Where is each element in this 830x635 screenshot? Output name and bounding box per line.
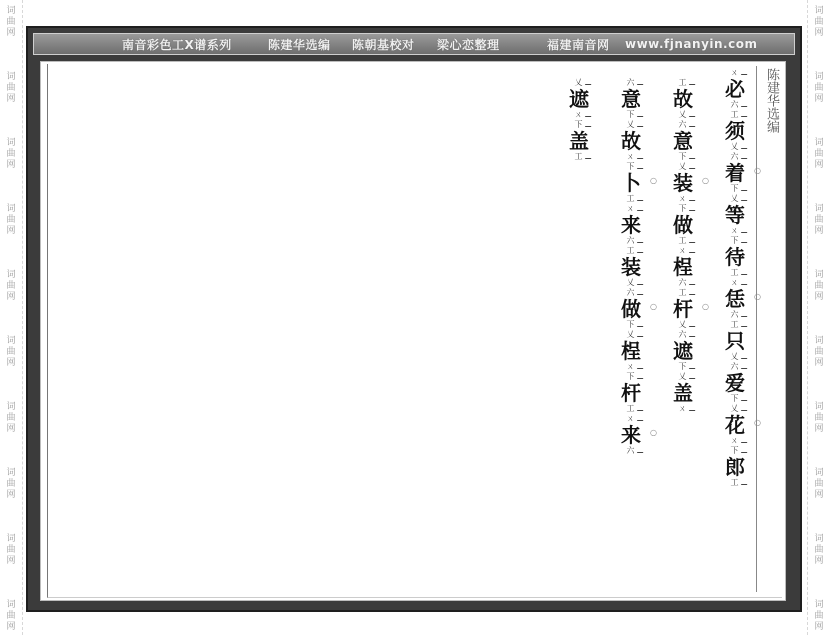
header-compiler: 陈建华选编 xyxy=(268,37,331,52)
lyric-syllable xyxy=(607,246,655,288)
lyric-char: 着 xyxy=(725,161,745,185)
watermark-char: 网 xyxy=(6,490,16,500)
watermark-char: 网 xyxy=(6,556,16,566)
notation-mark: 六 xyxy=(616,236,646,246)
beat-circle-icon: ○ xyxy=(650,428,657,437)
lyric-syllable xyxy=(711,194,759,236)
watermark-group xyxy=(814,138,823,171)
watermark-char: 曲 xyxy=(6,17,16,27)
notation-mark: 乂 xyxy=(668,320,698,330)
lyric-syllable xyxy=(711,278,759,320)
header-proofreader: 陈朝基校对 xyxy=(352,37,415,52)
header-site: 福建南音网 xyxy=(547,37,610,52)
watermark-char: 词 xyxy=(6,204,16,214)
watermark-group xyxy=(6,402,15,435)
watermark-group xyxy=(814,600,823,633)
lyric-syllable xyxy=(607,330,655,372)
score-column-2 xyxy=(659,78,707,414)
watermark-group xyxy=(814,6,823,39)
lyric-char: 盖 xyxy=(673,381,693,405)
lyric-syllable xyxy=(659,120,707,162)
lyric-syllable xyxy=(659,288,707,330)
watermark-char: 网 xyxy=(814,292,824,302)
lyric-char: 杆 xyxy=(673,297,693,321)
watermark-char: 曲 xyxy=(6,611,16,621)
watermark-group xyxy=(6,72,15,105)
watermark-char: 网 xyxy=(6,28,16,38)
lyric-syllable xyxy=(659,372,707,414)
watermark-group xyxy=(814,468,823,501)
notation-mark: 下 xyxy=(616,110,646,120)
watermark-char: 词 xyxy=(814,6,824,16)
lyric-char: 郎 xyxy=(725,455,745,479)
lyric-char: 做 xyxy=(621,297,641,321)
watermark-char: 曲 xyxy=(814,611,824,621)
lyric-syllable xyxy=(607,120,655,162)
right-watermark-strip xyxy=(807,0,830,635)
watermark-char: 词 xyxy=(814,204,824,214)
watermark-char: 网 xyxy=(814,556,824,566)
score-column-4 xyxy=(555,78,603,162)
score-frame xyxy=(26,26,802,612)
watermark-group xyxy=(6,6,15,39)
lyric-syllable xyxy=(659,204,707,246)
notation-mark: 乂 xyxy=(616,278,646,288)
notation-mark: 六 xyxy=(616,288,646,298)
watermark-char: 词 xyxy=(6,336,16,346)
lyric-syllable xyxy=(711,152,759,194)
notation-mark: ㄨ xyxy=(720,278,750,288)
watermark-char: 词 xyxy=(6,270,16,280)
lyric-char: 来 xyxy=(621,213,641,237)
notation-mark: 下 xyxy=(720,446,750,456)
beat-circle-icon: ○ xyxy=(702,176,709,185)
watermark-char: 网 xyxy=(814,28,824,38)
watermark-group xyxy=(6,270,15,303)
notation-mark: 工 xyxy=(720,320,750,330)
notation-mark: ㄨ xyxy=(616,414,646,424)
notation-mark: 工 xyxy=(616,404,646,414)
notation-mark: 六 xyxy=(668,278,698,288)
lyric-syllable xyxy=(659,162,707,204)
lyric-char: 故 xyxy=(673,87,693,111)
notation-mark: 乂 xyxy=(720,404,750,414)
watermark-char: 曲 xyxy=(814,281,824,291)
watermark-char: 词 xyxy=(814,600,824,610)
watermark-char: 曲 xyxy=(6,215,16,225)
notation-mark: 六 xyxy=(720,100,750,110)
watermark-char: 词 xyxy=(814,534,824,544)
lyric-char: 必 xyxy=(725,77,745,101)
watermark-char: 网 xyxy=(6,358,16,368)
notation-mark: 乂 xyxy=(720,194,750,204)
lyric-char: 来 xyxy=(621,423,641,447)
watermark-char: 网 xyxy=(814,358,824,368)
score-paper xyxy=(40,61,786,601)
watermark-char: 词 xyxy=(6,402,16,412)
lyric-char: 桯 xyxy=(673,255,693,279)
notation-mark: ㄨ xyxy=(720,68,750,78)
watermark-group xyxy=(814,270,823,303)
lyric-syllable xyxy=(555,78,603,120)
watermark-char: 网 xyxy=(814,424,824,434)
lyric-syllable xyxy=(555,120,603,162)
watermark-char: 网 xyxy=(6,292,16,302)
watermark-char: 词 xyxy=(814,270,824,280)
watermark-group xyxy=(6,600,15,633)
beat-circle-icon: ○ xyxy=(650,176,657,185)
lyric-syllable xyxy=(711,404,759,446)
watermark-char: 网 xyxy=(814,490,824,500)
lyric-syllable xyxy=(711,110,759,152)
lyric-char: 恁 xyxy=(725,287,745,311)
watermark-char: 词 xyxy=(6,138,16,148)
watermark-char: 曲 xyxy=(6,281,16,291)
notation-mark: 工 xyxy=(668,78,698,88)
lyric-syllable xyxy=(607,78,655,120)
watermark-group xyxy=(6,204,15,237)
watermark-group xyxy=(814,336,823,369)
notation-mark: ㄨ xyxy=(564,110,594,120)
notation-mark: 工 xyxy=(616,194,646,204)
notation-mark: 工 xyxy=(720,110,750,120)
notation-mark: ㄨ xyxy=(616,152,646,162)
notation-mark: ㄨ xyxy=(616,362,646,372)
notation-mark: 工 xyxy=(668,236,698,246)
lyric-char: 爱 xyxy=(725,371,745,395)
lyric-syllable xyxy=(711,446,759,488)
score-column-3 xyxy=(607,78,655,456)
lyric-syllable xyxy=(659,246,707,288)
notation-mark: 乂 xyxy=(616,330,646,340)
notation-mark: 工 xyxy=(668,288,698,298)
lyric-syllable xyxy=(711,236,759,278)
lyric-syllable xyxy=(659,330,707,372)
watermark-group xyxy=(814,534,823,567)
watermark-char: 曲 xyxy=(814,413,824,423)
lyric-syllable xyxy=(711,362,759,404)
watermark-char: 曲 xyxy=(6,347,16,357)
notation-mark: ㄨ xyxy=(616,204,646,214)
watermark-group xyxy=(6,138,15,171)
watermark-group xyxy=(6,534,15,567)
beat-circle-icon: ○ xyxy=(702,302,709,311)
beat-circle-icon: ○ xyxy=(754,166,761,175)
lyric-syllable xyxy=(607,162,655,204)
watermark-char: 曲 xyxy=(814,17,824,27)
notation-mark: 乂 xyxy=(564,78,594,88)
watermark-group xyxy=(814,72,823,105)
watermark-char: 网 xyxy=(814,226,824,236)
watermark-char: 曲 xyxy=(6,149,16,159)
watermark-char: 曲 xyxy=(6,413,16,423)
watermark-char: 曲 xyxy=(814,545,824,555)
watermark-char: 网 xyxy=(6,226,16,236)
lyric-char: 只 xyxy=(725,329,745,353)
watermark-group xyxy=(6,468,15,501)
notation-mark: 工 xyxy=(616,246,646,256)
watermark-char: 曲 xyxy=(814,83,824,93)
header-url[interactable]: www.fjnanyin.com xyxy=(625,37,758,51)
watermark-char: 曲 xyxy=(814,149,824,159)
editor-box xyxy=(756,66,783,592)
score-column-1 xyxy=(711,68,759,488)
beat-circle-icon: ○ xyxy=(754,418,761,427)
notation-mark: 下 xyxy=(616,320,646,330)
lyric-char: 盖 xyxy=(569,129,589,153)
lyric-syllable xyxy=(659,78,707,120)
notation-mark: 乂 xyxy=(720,142,750,152)
notation-mark: 下 xyxy=(668,362,698,372)
watermark-char: 网 xyxy=(6,424,16,434)
notation-mark: ㄨ xyxy=(668,404,698,414)
lyric-syllable xyxy=(711,320,759,362)
notation-mark: 六 xyxy=(720,310,750,320)
notation-mark: 六 xyxy=(720,362,750,372)
lyric-char: 装 xyxy=(621,255,641,279)
notation-mark: 下 xyxy=(616,162,646,172)
notation-mark: ㄨ xyxy=(720,226,750,236)
header-bar xyxy=(33,33,795,55)
lyric-char: 故 xyxy=(621,129,641,153)
notation-mark: 乂 xyxy=(668,372,698,382)
notation-mark: 工 xyxy=(720,268,750,278)
lyric-syllable xyxy=(607,372,655,414)
lyric-char: 意 xyxy=(621,87,641,111)
lyric-char: 做 xyxy=(673,213,693,237)
lyric-char: 意 xyxy=(673,129,693,153)
watermark-char: 词 xyxy=(814,138,824,148)
notation-mark: 乂 xyxy=(616,120,646,130)
notation-mark: 六 xyxy=(668,330,698,340)
notation-mark: 工 xyxy=(720,478,750,488)
lyric-char: 须 xyxy=(725,119,745,143)
lyric-syllable xyxy=(711,68,759,110)
watermark-char: 曲 xyxy=(6,83,16,93)
watermark-char: 词 xyxy=(6,72,16,82)
lyric-syllable xyxy=(607,414,655,456)
notation-mark: 下 xyxy=(668,152,698,162)
lyric-char: 遮 xyxy=(673,339,693,363)
watermark-char: 词 xyxy=(814,468,824,478)
notation-mark: 乂 xyxy=(668,162,698,172)
lyric-char: 桯 xyxy=(621,339,641,363)
notation-mark: 下 xyxy=(720,184,750,194)
watermark-group xyxy=(6,336,15,369)
watermark-char: 词 xyxy=(6,6,16,16)
notation-mark: 工 xyxy=(564,152,594,162)
watermark-char: 网 xyxy=(814,94,824,104)
watermark-char: 曲 xyxy=(6,479,16,489)
lyric-char: 卜 xyxy=(621,171,641,195)
notation-mark: 下 xyxy=(616,372,646,382)
lyric-char: 等 xyxy=(725,203,745,227)
notation-mark: 六 xyxy=(616,78,646,88)
watermark-char: 网 xyxy=(6,622,16,632)
lyric-syllable xyxy=(607,204,655,246)
editor-label: 陈建华选编 xyxy=(764,68,779,133)
watermark-char: 网 xyxy=(814,160,824,170)
notation-mark: 六 xyxy=(668,120,698,130)
watermark-char: 词 xyxy=(6,468,16,478)
notation-mark: 乂 xyxy=(720,352,750,362)
header-series: 南音彩色工X谱系列 xyxy=(122,37,232,52)
notation-mark: 下 xyxy=(720,236,750,246)
notation-mark: 六 xyxy=(616,446,646,456)
beat-circle-icon: ○ xyxy=(650,302,657,311)
watermark-char: 曲 xyxy=(814,479,824,489)
lyric-char: 花 xyxy=(725,413,745,437)
notation-mark: 下 xyxy=(720,394,750,404)
watermark-group xyxy=(814,402,823,435)
lyric-char: 遮 xyxy=(569,87,589,111)
lyric-char: 待 xyxy=(725,245,745,269)
lyric-char: 杆 xyxy=(621,381,641,405)
watermark-group xyxy=(814,204,823,237)
notation-mark: ㄨ xyxy=(720,436,750,446)
watermark-char: 词 xyxy=(814,336,824,346)
watermark-char: 曲 xyxy=(814,215,824,225)
lyric-syllable xyxy=(607,288,655,330)
watermark-char: 词 xyxy=(6,534,16,544)
notation-mark: ㄨ xyxy=(668,246,698,256)
notation-mark: 下 xyxy=(564,120,594,130)
watermark-char: 网 xyxy=(814,622,824,632)
header-arranger: 梁心恋整理 xyxy=(437,37,500,52)
watermark-char: 曲 xyxy=(814,347,824,357)
watermark-char: 词 xyxy=(814,72,824,82)
notation-mark: 六 xyxy=(720,152,750,162)
watermark-char: 词 xyxy=(814,402,824,412)
notation-mark: 下 xyxy=(668,204,698,214)
watermark-char: 曲 xyxy=(6,545,16,555)
watermark-char: 词 xyxy=(6,600,16,610)
watermark-char: 网 xyxy=(6,160,16,170)
notation-mark: ㄨ xyxy=(668,194,698,204)
lyric-char: 装 xyxy=(673,171,693,195)
notation-mark: 乂 xyxy=(668,110,698,120)
left-watermark-strip xyxy=(0,0,23,635)
watermark-char: 网 xyxy=(6,94,16,104)
beat-circle-icon: ○ xyxy=(754,292,761,301)
